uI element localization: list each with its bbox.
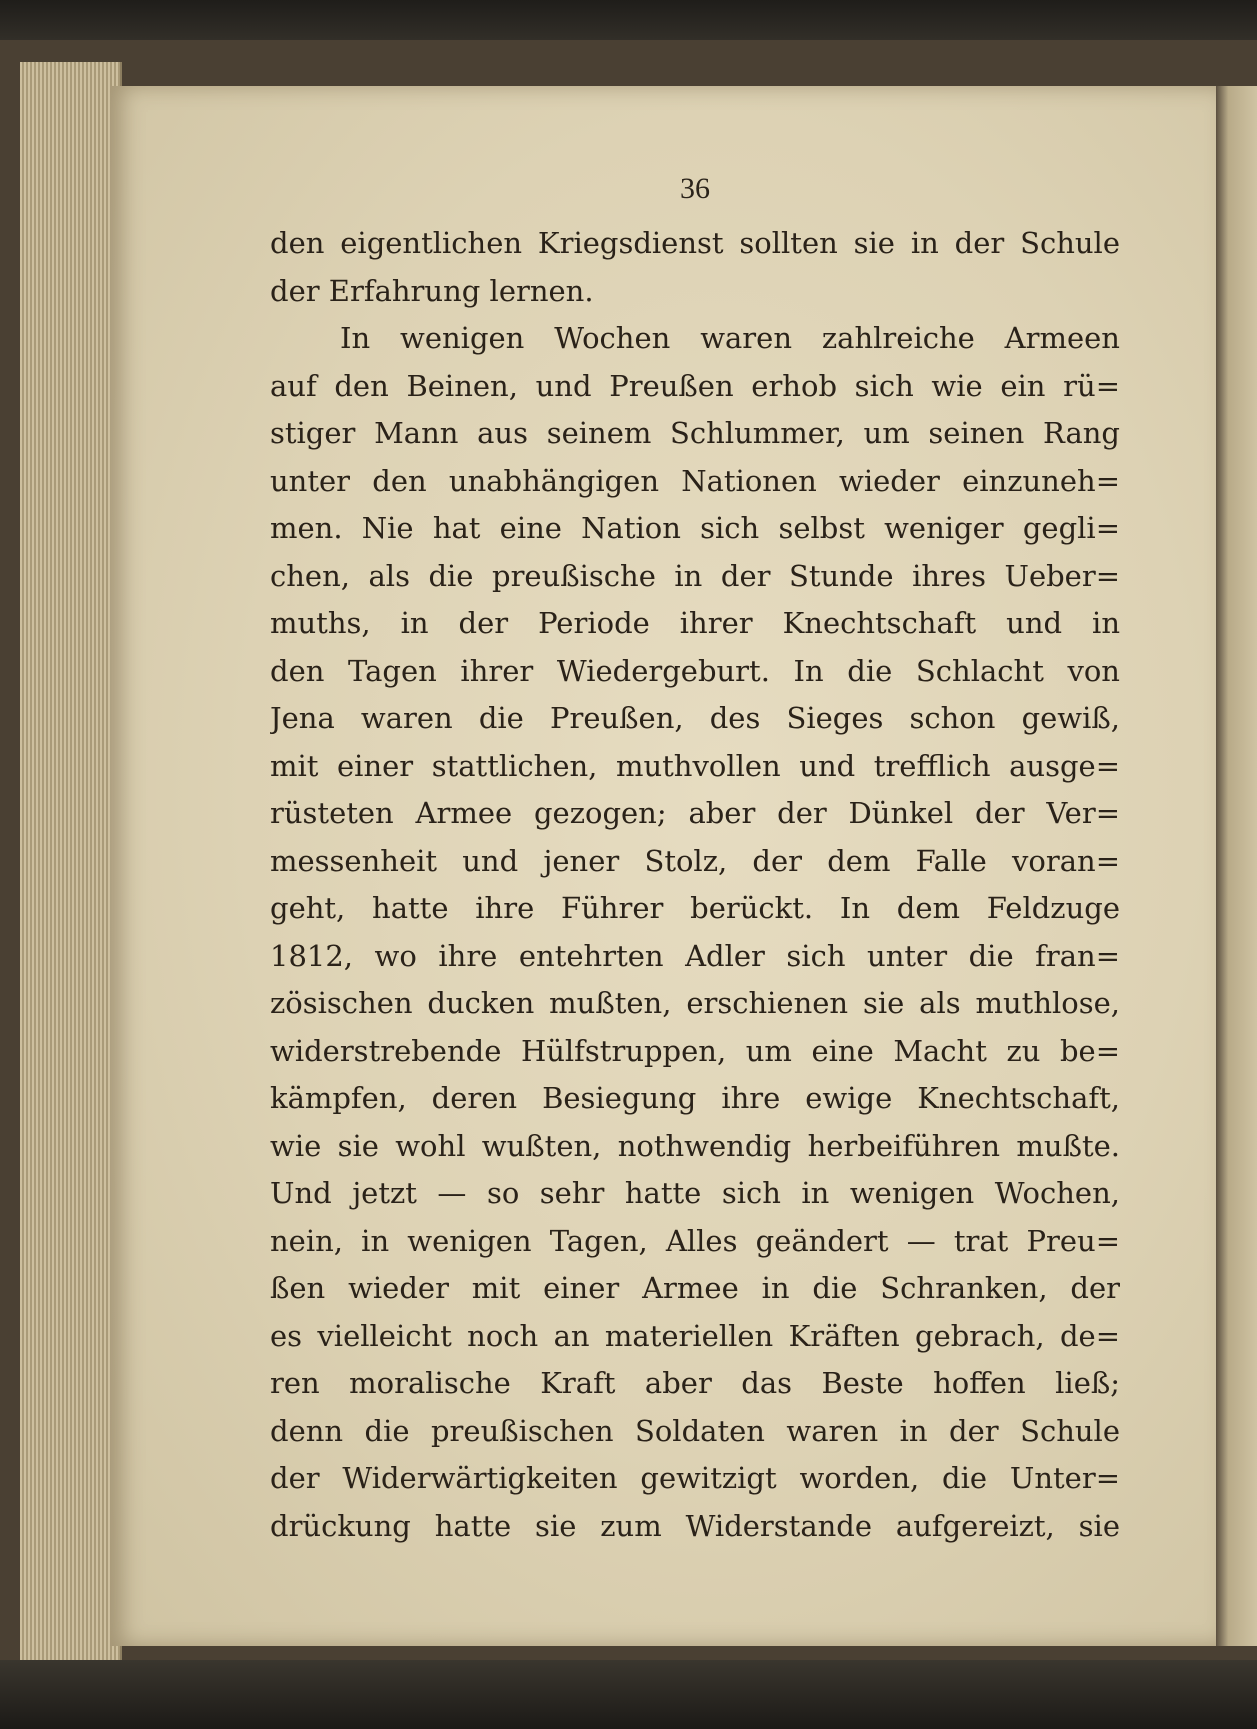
text-line: rüsteten Armee gezogen; aber der Dünkel der Ver= xyxy=(270,796,1120,830)
text-line: ren moralische Kraft aber das Beste hoffen ließ; xyxy=(270,1366,1120,1400)
text-line: ßen wieder mit einer Armee in die Schranken, der xyxy=(270,1271,1120,1305)
text-line: Jena waren die Preußen, des Sieges schon gewiß, xyxy=(270,701,1120,735)
text-line: men. Nie hat eine Nation sich selbst weniger gegli= xyxy=(270,511,1120,545)
text-line: stiger Mann aus seinem Schlummer, um seinen Rang xyxy=(270,416,1120,450)
text-line: der Erfahrung lernen. xyxy=(270,273,594,308)
text-line: nein, in wenigen Tagen, Alles geändert — trat Preu= xyxy=(270,1223,1120,1258)
text-line: es vielleicht noch an materiellen Kräften gebrach, de= xyxy=(270,1318,1120,1353)
text-line: 1812, wo ihre entehrten Adler sich unter die fran= xyxy=(270,938,1120,973)
text-line: chen, als die preußische in der Stunde ihres Ueber= xyxy=(270,558,1120,593)
text-line: messenheit und jener Stolz, der dem Falle voran= xyxy=(270,843,1120,878)
dark-backdrop-bottom xyxy=(0,1660,1257,1729)
text-line: Und jetzt — so sehr hatte sich in wenigen Wochen, xyxy=(270,1176,1120,1210)
text-line: kämpfen, deren Besiegung ihre ewige Knechtschaft, xyxy=(270,1081,1120,1115)
text-line: In wenigen Wochen waren zahlreiche Armeen xyxy=(340,321,1120,355)
text-line: geht, hatte ihre Führer berückt. In dem Feldzuge xyxy=(270,891,1120,925)
text-line: der Widerwärtigkeiten gewitzigt worden, die Unter= xyxy=(270,1461,1120,1495)
body-text xyxy=(270,220,1120,1550)
text-line: wie sie wohl wußten, nothwendig herbeiführen mußte. xyxy=(270,1128,1120,1163)
text-line: denn die preußischen Soldaten waren in der Schule xyxy=(270,1413,1120,1448)
text-line: den eigentlichen Kriegsdienst sollten sie in der Schule xyxy=(270,226,1120,260)
text-line: auf den Beinen, und Preußen erhob sich wie ein rü= xyxy=(270,368,1120,403)
text-line: zösischen ducken mußten, erschienen sie als muthlose, xyxy=(270,986,1120,1020)
page-stack-edge xyxy=(20,62,122,1660)
text-line: den Tagen ihrer Wiedergeburt. In die Schlacht von xyxy=(270,653,1120,688)
next-page-edge xyxy=(1216,86,1257,1646)
text-line: mit einer stattlichen, muthvollen und trefflich ausge= xyxy=(270,748,1120,783)
text-line: muths, in der Periode ihrer Knechtschaft und in xyxy=(270,606,1120,640)
text-line: unter den unabhängigen Nationen wieder einzuneh= xyxy=(270,463,1120,498)
text-line: drückung hatte sie zum Widerstande aufgereizt, sie xyxy=(270,1508,1120,1543)
page-number: 36 xyxy=(680,172,710,205)
text-line: widerstrebende Hülfstruppen, um eine Macht zu be= xyxy=(270,1033,1120,1068)
